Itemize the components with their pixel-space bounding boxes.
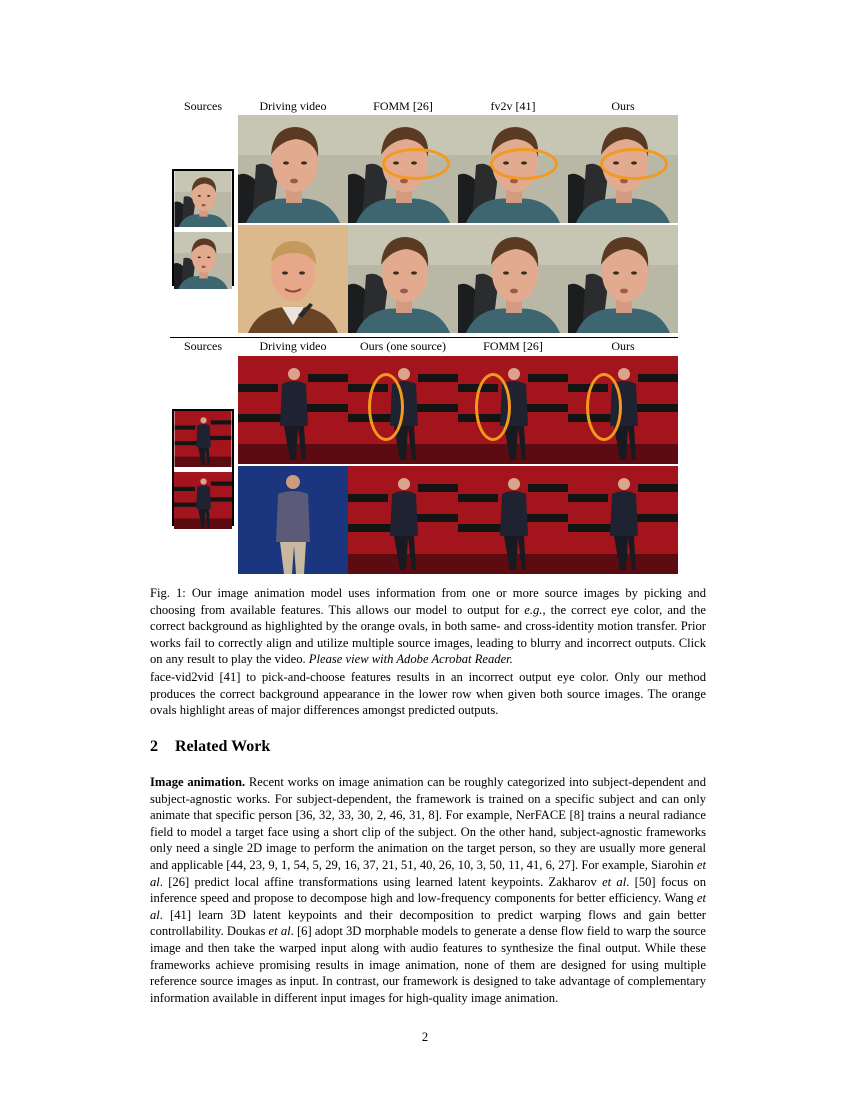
highlight-oval [382, 148, 450, 180]
source-image-2 [174, 232, 232, 289]
source-image-1 [174, 171, 232, 227]
header-driving-top: Driving video [259, 99, 327, 113]
highlight-oval [490, 148, 558, 180]
header-ours-one-source: Ours (one source) [360, 339, 446, 353]
header-sources-top: Sources [184, 99, 222, 113]
video-ours-bottom-1[interactable] [568, 355, 678, 465]
highlight-oval [368, 373, 404, 441]
video-driving-top-1[interactable] [238, 115, 348, 223]
highlight-oval [475, 373, 511, 441]
body-paragraph-1: face-vid2vid [41] to pick-and-choose features results in an incorrect output eye color. Only our method produces the correct background appearance in the lower row when given both source images. The orange ovals highlight areas of major differences amongst predicted outputs. [150, 670, 706, 718]
section-heading [150, 738, 270, 756]
paragraph-lead: Image animation. [150, 775, 246, 789]
video-ours-bottom-2[interactable] [568, 465, 678, 575]
page-number: 2 [421, 1030, 429, 1044]
source-image-2 [174, 472, 232, 529]
header-fomm-bottom: FOMM [26] [483, 339, 543, 353]
section-title: Related Work [175, 738, 271, 755]
video-ours-top-2[interactable] [568, 223, 678, 335]
source-image-1 [174, 411, 232, 467]
video-fomm-top-2[interactable] [348, 223, 458, 335]
video-fv2v-top-2[interactable] [458, 223, 568, 335]
figure-divider [170, 337, 678, 338]
header-sources-bottom: Sources [184, 339, 222, 353]
body-paragraph-2: Image animation. Recent works on image animation can be roughly categorized into subject-dependent and subject-agnostic works. For subject-dependent, the framework is trained on a specific subject and can only animate that specific person [36, 32, 33, 30, 2, 46, 31, 8]. For example, NerFACE [8] trains a neural radiance field to model a target face using a short clip of the subject. On the other hand, subject-agnostic frameworks only need a single 2D image to perform the animation on the target person, so they are usually more general and applicable [44, 23, 9, 1, 54, 5, 29, 16, 37, 21, 51, 40, 26, 10, 3, 50, 11, 41, 6, 27]. For example, Siarohin et al. [26] predict local affine transformations using learned latent keypoints. Zakharov et al. [50] focus on inference speed and propose to decompose high and low-frequency components for better efficiency. Wang et al. [41] learn 3D latent keypoints and their decomposition to predict warping flows and gain better controllability. Doukas et al. [6] adopt 3D morphable models to generate a dense flow field to warp the source image and then take the warped input along with audio features to synthesize the final output. While these frameworks achieve promising results in image animation, none of them are designed for using multiple reference source images as input. In contrast, our framework is designed to take advantage of complementary information available in different input images for high-quality image animation. [150, 775, 707, 1005]
section-number: 2 [150, 738, 158, 755]
video-driving-bottom-2[interactable] [238, 465, 348, 575]
source-images-bottom [172, 409, 234, 526]
video-driving-top-2[interactable] [238, 223, 348, 335]
header-fomm-top: FOMM [26] [373, 99, 433, 113]
source-images-top [172, 169, 234, 286]
highlight-oval [600, 148, 668, 180]
highlight-oval [586, 373, 622, 441]
header-driving-bottom: Driving video [259, 339, 327, 353]
figure-caption: Fig. 1: Our image animation model uses information from one or more source images by picking and choosing from available features. This allows our model to output for e.g., the correct eye color, and the correct background as highlighted by the orange ovals, in both same- and cross-identity motion transfer. Prior works fail to correctly align and utilize multiple source images, leading to blurry and incorrect outputs. Click on any result to play the video. Please view with Adobe Acrobat Reader. [150, 586, 706, 667]
video-ours-one-bottom-2[interactable] [348, 465, 458, 575]
video-driving-bottom-1[interactable] [238, 355, 348, 465]
video-fomm-bottom-2[interactable] [458, 465, 568, 575]
header-ours-bottom: Ours [611, 339, 635, 353]
header-ours-top: Ours [611, 99, 635, 113]
header-fv2v-top: fv2v [41] [490, 99, 536, 113]
